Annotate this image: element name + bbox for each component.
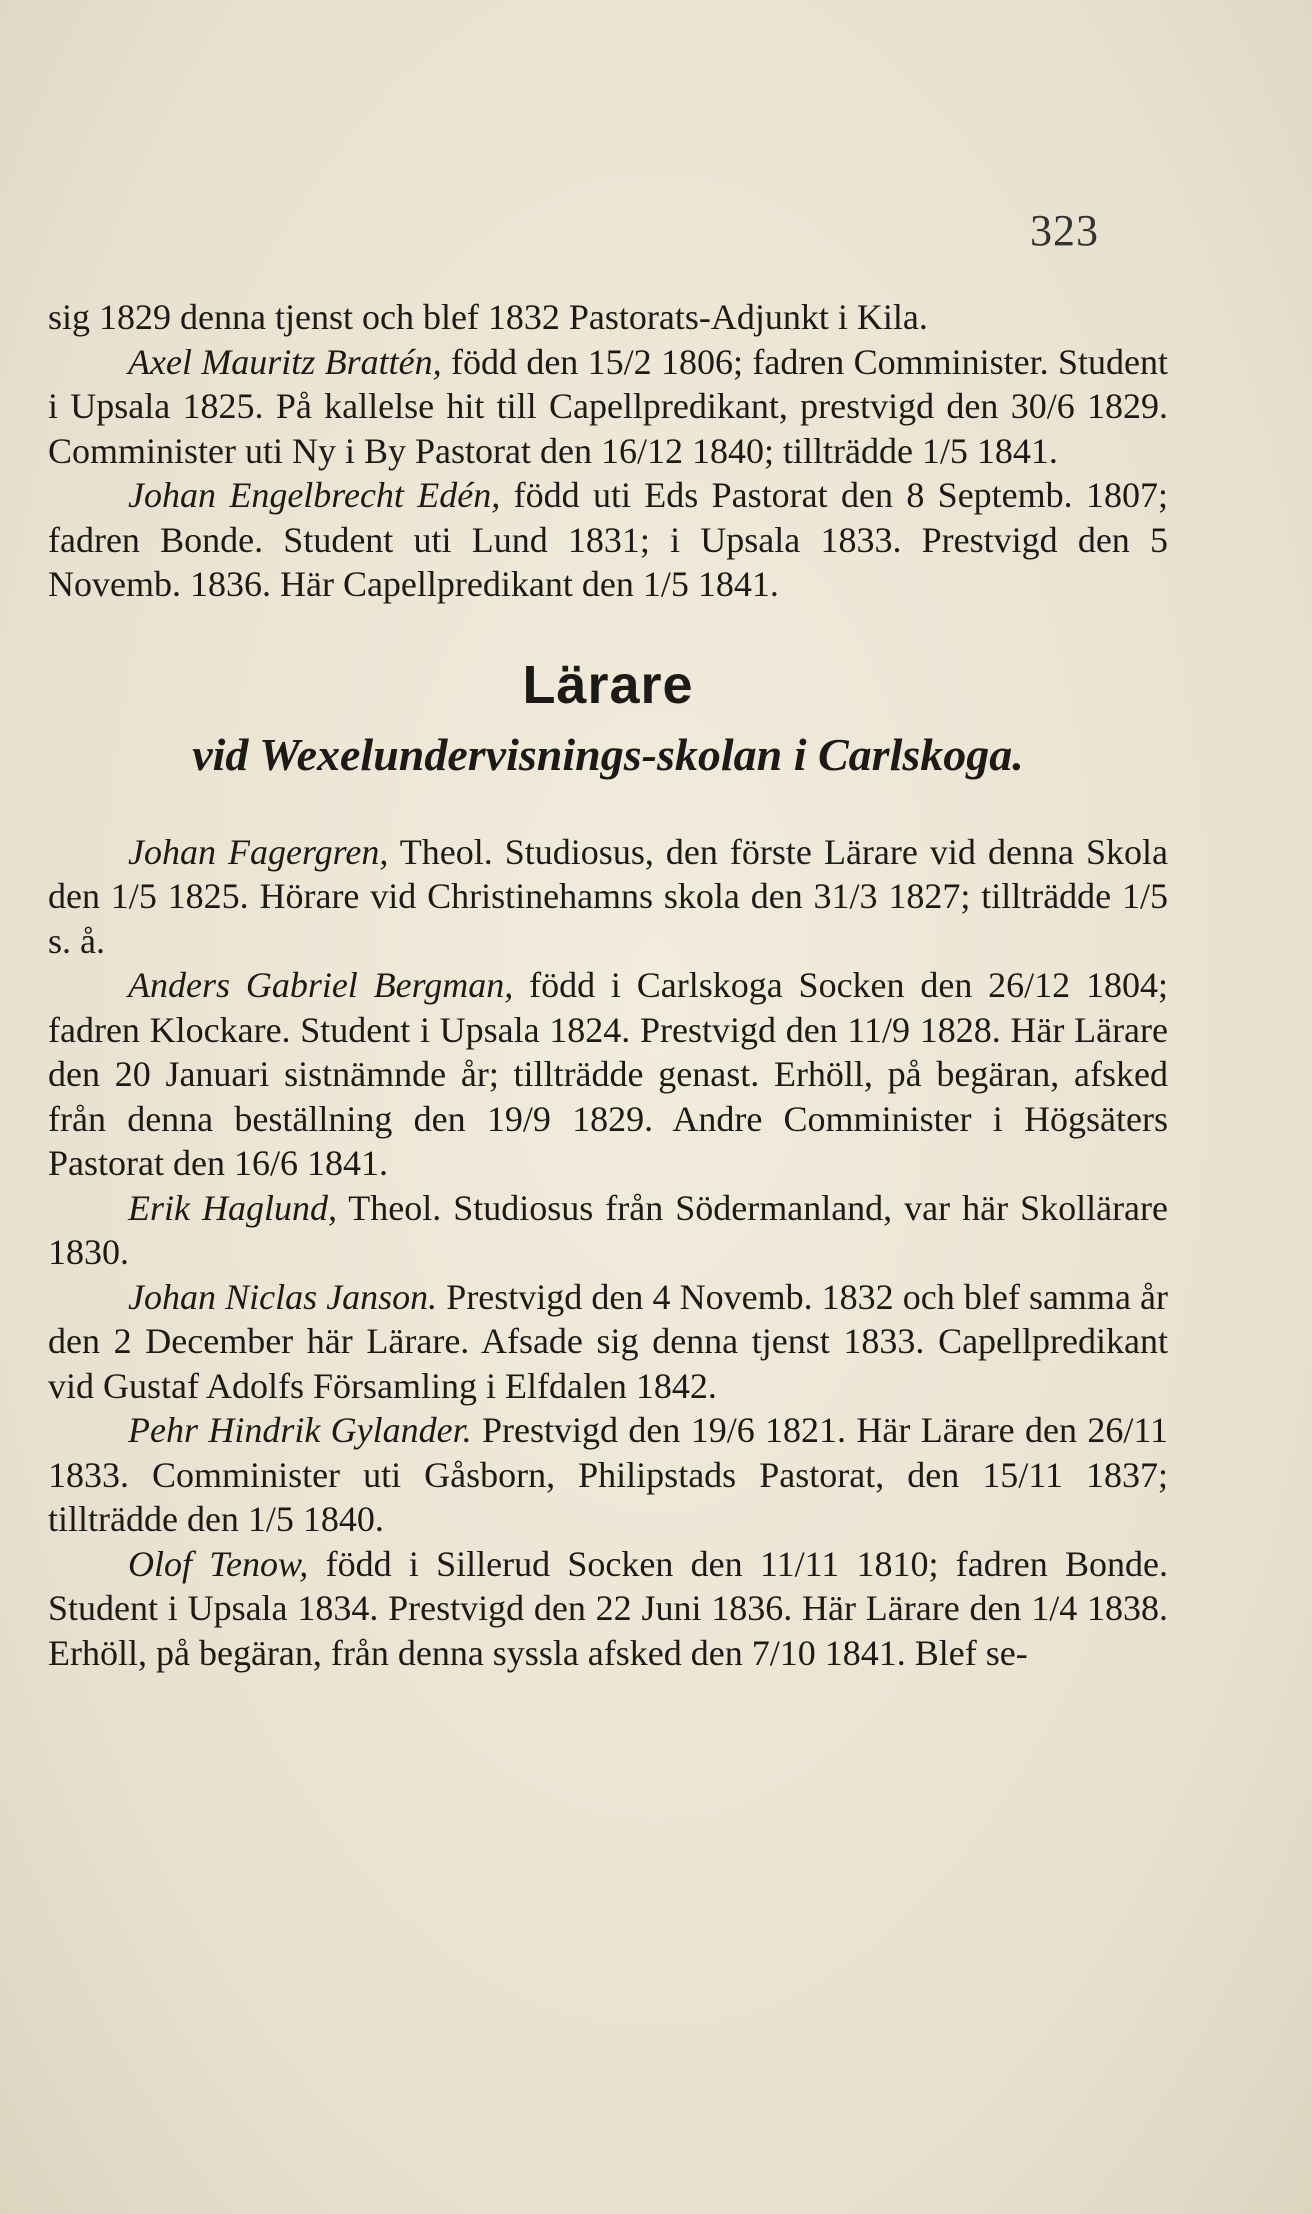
paragraph-text: Prestvigd den 19/6 1821. Här Lärare den 26/11 1833. Comminister uti Gåsborn, Philipstads Pastorat, den 15/11 1837; tillträdde den 1/5 1840. <box>48 1410 1168 1539</box>
paragraph-text: född i Carlskoga Socken den 26/12 1804; fadren Klockare. Student i Upsala 1824. Prestvigd den 11/9 1828. Här Lärare den 20 Januari sistnämnde år; tillträdde genast. Erhöll, på begäran, afsked från denna beställning den 19/9 1829. Andre Comminister i Högsäters Pastorat den 16/6 1841. <box>48 965 1168 1183</box>
paragraph-text: Theol. Studiosus från Södermanland, var här Skollärare 1830. <box>48 1187 1168 1272</box>
paragraph-text: född i Sillerud Socken den 11/11 1810; fadren Bonde. Student i Upsala 1834. Prestvigd den 22 Juni 1836. Här Lärare den 1/4 1838. Erhöll, på begäran, från denna syssla afsked den 7/10 1841. Blef se- <box>48 1543 1168 1673</box>
paragraph-text: Prestvigd den 4 Novemb. 1832 och blef samma år den 2 December här Lärare. Afsade sig denna tjenst 1833. Capellpredikant vid Gustaf Adolfs Församling i Elfdalen 1842. <box>48 1276 1168 1406</box>
teacher-paragraph <box>48 830 1168 964</box>
teacher-paragraph <box>48 1186 1168 1275</box>
person-name: Anders Gabriel Bergman, <box>128 965 514 1005</box>
paragraph-text: född uti Eds Pastorat den 8 Septemb. 1807; fadren Bonde. Student uti Lund 1831; i Upsala 1833. Prestvigd den 5 Novemb. 1836. Här Capellpredikant den 1/5 1841. <box>48 475 1169 604</box>
person-name: Axel Mauritz Brattén, <box>128 341 442 382</box>
section-subheading: vid Wexelundervisnings-skolan i Carlskoga. <box>192 729 1024 780</box>
person-name: Johan Engelbrecht Edén, <box>128 475 501 515</box>
intro-paragraph <box>48 295 1168 340</box>
intro-paragraph <box>48 340 1168 474</box>
paragraph-text: född den 15/2 1806; fadren Comminister. Student i Upsala 1825. På kallelse hit till Capellpredikant, prestvigd den 30/6 1829. Comminister uti Ny i By Pastorat den 16/12 1840; tillträdde 1/5 1841. <box>48 341 1168 471</box>
teacher-paragraph <box>48 1275 1168 1409</box>
paragraph-text: Theol. Studiosus, den förste Lärare vid denna Skola den 1/5 1825. Hörare vid Christinehamns skola den 31/3 1827; tillträdde 1/5 s. å. <box>48 831 1168 961</box>
page-number: 323 <box>1030 206 1099 255</box>
teacher-paragraph <box>48 963 1168 1186</box>
section-heading: Lärare <box>522 654 694 715</box>
person-name: Johan Fagergren, <box>128 831 389 872</box>
intro-paragraph <box>48 473 1168 607</box>
teacher-paragraph <box>48 1542 1168 1676</box>
person-name: Pehr Hindrik Gylander. <box>128 1410 472 1450</box>
person-name: Johan Niclas Janson. <box>128 1276 438 1317</box>
teacher-paragraph <box>48 1408 1168 1542</box>
person-name: Olof Tenow, <box>128 1543 309 1584</box>
person-name: Erik Haglund, <box>128 1187 337 1228</box>
paragraph-text: sig 1829 denna tjenst och blef 1832 Pastorats-Adjunkt i Kila. <box>48 297 928 337</box>
text-block <box>48 295 1168 1675</box>
